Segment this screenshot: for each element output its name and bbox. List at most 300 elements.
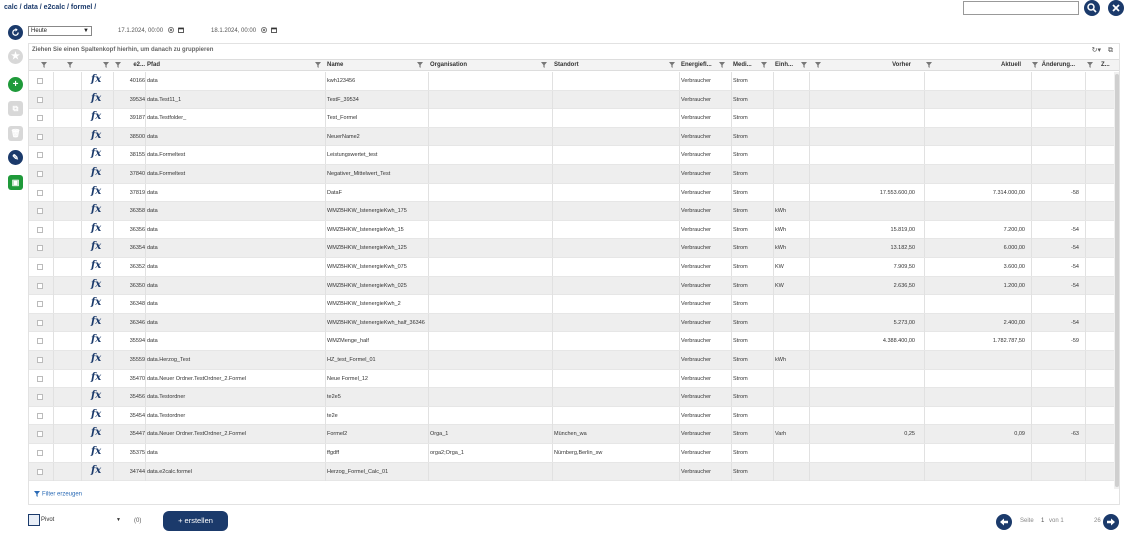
column-divider <box>53 202 54 220</box>
cell-org <box>430 146 546 164</box>
row-checkbox[interactable] <box>37 450 43 456</box>
column-divider <box>81 332 82 350</box>
edit-button[interactable] <box>8 150 23 165</box>
cell-aktuell: 0,09 <box>1014 431 1025 438</box>
cell-id: 35559 <box>129 357 145 363</box>
table-row[interactable] <box>29 202 1119 221</box>
column-divider <box>809 184 810 202</box>
column-divider <box>773 370 774 388</box>
column-divider <box>145 295 146 313</box>
cell-aktuell <box>929 295 1025 313</box>
column-divider <box>1031 72 1032 90</box>
cell-einheit: Varh <box>775 431 787 438</box>
search-input[interactable] <box>963 1 1079 15</box>
column-divider <box>924 351 925 369</box>
column-divider <box>1031 463 1032 481</box>
column-filter-icon[interactable] <box>115 62 121 68</box>
table-row[interactable] <box>29 332 1119 351</box>
cell-org <box>430 295 546 313</box>
cell-pfad: data <box>147 208 158 215</box>
page-of-label: von 1 <box>1049 518 1064 524</box>
column-header-id[interactable]: e2... <box>133 62 145 68</box>
copy-button[interactable] <box>8 101 23 116</box>
table-row[interactable] <box>29 351 1119 370</box>
column-divider <box>53 277 54 295</box>
column-divider <box>113 332 114 350</box>
column-divider <box>1031 295 1032 313</box>
table-row[interactable] <box>29 128 1119 147</box>
cell-aktuell <box>929 370 1025 388</box>
column-divider <box>809 109 810 127</box>
favorite-button[interactable] <box>8 49 23 64</box>
column-filter-icon[interactable] <box>669 62 675 68</box>
column-divider <box>1031 425 1032 443</box>
cell-medium: Strom <box>733 245 748 252</box>
row-checkbox[interactable] <box>37 376 43 382</box>
column-divider <box>145 184 146 202</box>
cell-medium: Strom <box>733 338 748 345</box>
row-checkbox[interactable] <box>37 208 43 214</box>
cell-name: WMZBHKW_IstenergieKwh_125 <box>327 245 407 252</box>
column-divider <box>809 165 810 183</box>
period-select[interactable] <box>28 26 92 36</box>
cell-pfad: data.Test11_1 <box>147 96 182 103</box>
column-divider <box>552 407 553 425</box>
close-button[interactable] <box>1108 0 1124 16</box>
cell-name: te2e <box>327 412 338 419</box>
cell-pfad: data <box>147 319 158 326</box>
cell-energie: Verbraucher <box>681 171 711 177</box>
column-header-energie[interactable]: Energiefl... <box>681 62 712 68</box>
close-icon <box>1111 3 1121 13</box>
date-from-value: 17.1.2024, 00:00 <box>118 28 164 34</box>
cell-org <box>430 221 546 239</box>
column-divider <box>924 425 925 443</box>
prev-page-button[interactable] <box>996 514 1012 530</box>
column-divider <box>81 388 82 406</box>
cell-org <box>430 388 546 406</box>
cell-standort <box>554 146 670 164</box>
column-divider <box>731 388 732 406</box>
table-row[interactable] <box>29 165 1119 184</box>
plus-icon: + <box>12 79 19 90</box>
row-checkbox[interactable] <box>37 301 43 307</box>
save-button[interactable] <box>8 175 23 190</box>
create-button[interactable]: + erstellen <box>163 511 228 531</box>
cell-id: 36354 <box>129 245 145 252</box>
column-divider <box>679 128 680 146</box>
cell-aktuell <box>929 407 1025 425</box>
cell-name: WMZMenge_half <box>327 338 369 345</box>
column-filter-icon[interactable] <box>801 62 807 68</box>
cell-aktuell <box>929 109 1025 127</box>
cell-org <box>430 72 546 90</box>
column-divider <box>809 388 810 406</box>
column-header-name[interactable]: Name <box>327 62 344 68</box>
cell-name: WMZBHKW_IstenergieKwh_15 <box>327 226 404 233</box>
cell-standort <box>554 91 670 109</box>
column-divider <box>113 407 114 425</box>
column-divider <box>1031 184 1032 202</box>
cell-energie: Verbraucher <box>681 264 711 270</box>
column-divider <box>679 184 680 202</box>
breadcrumb[interactable]: calc / data / e2calc / formel / <box>4 4 97 11</box>
column-divider <box>81 202 82 220</box>
column-divider <box>731 444 732 462</box>
cell-energie: Verbraucher <box>681 133 711 140</box>
column-filter-icon[interactable] <box>315 62 321 68</box>
column-header-standort[interactable]: Standort <box>554 62 579 68</box>
column-divider <box>809 277 810 295</box>
table-row[interactable] <box>29 91 1119 110</box>
cell-name: WMZBHKW_IstenergieKwh_175 <box>327 208 407 215</box>
cell-pfad: data.Neuer Ordner.TestOrdner_2.Formel <box>147 431 247 438</box>
cell-aenderung: -54 <box>1071 282 1079 289</box>
cell-vorher <box>819 388 915 406</box>
export-icon[interactable]: ⧉ <box>1108 47 1113 54</box>
column-divider <box>325 388 326 406</box>
chevron-down-icon: ▼ <box>116 517 121 523</box>
column-divider <box>552 332 553 350</box>
search-button[interactable] <box>1084 0 1100 16</box>
column-divider <box>53 146 54 164</box>
column-divider <box>809 463 810 481</box>
column-divider <box>325 425 326 443</box>
cell-aenderung <box>1035 407 1079 425</box>
cell-pfad: data <box>147 133 158 140</box>
row-checkbox[interactable] <box>37 264 43 270</box>
cell-org <box>430 407 546 425</box>
row-checkbox[interactable] <box>37 245 43 251</box>
column-divider <box>552 72 553 90</box>
column-header-org[interactable]: Organisation <box>430 62 468 68</box>
column-divider <box>552 128 553 146</box>
column-divider <box>145 332 146 350</box>
column-divider <box>81 239 82 257</box>
table-row[interactable] <box>29 407 1119 426</box>
cell-id: 36350 <box>129 282 145 289</box>
cell-aktuell: 2.400,00 <box>1003 319 1025 326</box>
column-divider <box>1031 314 1032 332</box>
table-row[interactable] <box>29 295 1119 314</box>
cell-standort <box>554 332 670 350</box>
table-row[interactable] <box>29 221 1119 240</box>
column-divider <box>552 370 553 388</box>
column-divider <box>731 463 732 481</box>
column-divider <box>113 146 114 164</box>
row-checkbox[interactable] <box>37 152 43 158</box>
cell-name: Neue Formel_12 <box>327 375 368 382</box>
column-divider <box>773 425 774 443</box>
cell-org: Orga_1 <box>430 431 449 438</box>
clear-icon[interactable] <box>168 27 174 33</box>
delete-button[interactable] <box>8 126 23 141</box>
cell-energie: Verbraucher <box>681 319 711 326</box>
column-header-vorher[interactable]: Vorher <box>892 62 911 68</box>
column-divider <box>145 388 146 406</box>
clear-icon[interactable] <box>261 27 267 33</box>
column-divider <box>145 109 146 127</box>
column-divider <box>773 109 774 127</box>
column-divider <box>809 425 810 443</box>
next-page-button[interactable] <box>1103 514 1119 530</box>
column-divider <box>81 444 82 462</box>
column-header-z[interactable]: Z... <box>1101 62 1110 68</box>
column-filter-icon[interactable] <box>67 62 73 68</box>
cell-aktuell: 3.600,00 <box>1003 264 1025 270</box>
column-divider <box>773 463 774 481</box>
column-divider <box>113 351 114 369</box>
table-row[interactable] <box>29 72 1119 91</box>
table-row[interactable] <box>29 184 1119 203</box>
cell-name: Leistungswertet_test <box>327 152 378 159</box>
cell-standort <box>554 109 670 127</box>
row-checkbox[interactable] <box>37 413 43 419</box>
column-divider <box>81 351 82 369</box>
cell-einheit: kWh <box>775 226 786 233</box>
date-to-field[interactable] <box>211 26 277 36</box>
cell-einheit <box>775 295 801 313</box>
column-divider <box>731 221 732 239</box>
cell-id: 36356 <box>129 226 145 233</box>
cell-pfad: data <box>147 189 158 196</box>
column-divider <box>53 444 54 462</box>
column-header-aenderung[interactable]: Änderung... <box>1041 62 1075 68</box>
add-filter-link[interactable] <box>34 491 82 498</box>
column-filter-icon[interactable] <box>719 62 725 68</box>
cell-aktuell <box>929 146 1025 164</box>
cell-medium: Strom <box>733 301 748 308</box>
table-row[interactable] <box>29 425 1119 444</box>
column-divider <box>731 109 732 127</box>
column-divider <box>145 258 146 276</box>
row-checkbox[interactable] <box>37 227 43 233</box>
calendar-icon[interactable] <box>178 27 184 33</box>
cell-id: 36348 <box>129 301 145 308</box>
refresh-menu-icon[interactable]: ↻▾ <box>1091 47 1102 54</box>
row-checkbox[interactable] <box>37 134 43 140</box>
cell-vorher <box>819 109 915 127</box>
table-row[interactable] <box>29 388 1119 407</box>
table-row[interactable] <box>29 277 1119 296</box>
cell-pfad: data.Herzog_Test <box>147 357 191 363</box>
fx-icon: fx <box>91 148 102 160</box>
column-divider <box>773 72 774 90</box>
column-divider <box>1085 184 1086 202</box>
column-divider <box>113 184 114 202</box>
cell-medium: Strom <box>733 133 748 140</box>
table-row[interactable] <box>29 239 1119 258</box>
cell-id: 39187 <box>129 115 145 122</box>
cell-pfad: data <box>147 301 158 308</box>
cell-aenderung: -58 <box>1071 189 1079 196</box>
column-divider <box>1085 258 1086 276</box>
table-row[interactable] <box>29 370 1119 389</box>
column-divider <box>325 146 326 164</box>
cell-standort <box>554 239 670 257</box>
column-header-aktuell[interactable]: Aktuell <box>1000 62 1021 68</box>
row-checkbox[interactable] <box>37 431 43 437</box>
column-divider <box>325 314 326 332</box>
column-divider <box>679 444 680 462</box>
top-bar <box>0 0 1133 18</box>
cell-pfad: data <box>147 264 158 270</box>
cell-aenderung <box>1035 91 1079 109</box>
table-row[interactable] <box>29 444 1119 463</box>
cell-pfad: data.Formeltest <box>147 152 186 159</box>
page-number: 1 <box>1041 518 1045 524</box>
column-divider <box>145 202 146 220</box>
trash-icon: 🗑 <box>10 129 21 138</box>
cell-energie: Verbraucher <box>681 375 711 382</box>
cell-id: 36346 <box>129 319 145 326</box>
column-divider <box>1085 351 1086 369</box>
column-divider <box>809 221 810 239</box>
column-divider <box>145 314 146 332</box>
cell-pfad: data.Testordner <box>147 412 186 419</box>
column-divider <box>679 332 680 350</box>
refresh-button[interactable] <box>8 25 23 40</box>
cell-aenderung <box>1035 295 1079 313</box>
column-divider <box>53 351 54 369</box>
column-divider <box>1085 277 1086 295</box>
row-checkbox[interactable] <box>37 115 43 121</box>
arrow-right-icon <box>1106 517 1116 527</box>
column-divider <box>809 202 810 220</box>
scrollbar-thumb[interactable] <box>1115 74 1119 487</box>
cell-name: Test_Formel <box>327 115 358 122</box>
column-divider <box>81 184 82 202</box>
row-checkbox[interactable] <box>37 357 43 363</box>
cell-einheit <box>775 146 801 164</box>
row-checkbox[interactable] <box>37 338 43 344</box>
cell-vorher: 13.182,50 <box>890 245 915 252</box>
column-divider <box>325 221 326 239</box>
column-divider <box>679 425 680 443</box>
fx-icon: fx <box>91 74 102 85</box>
column-divider <box>53 128 54 146</box>
table-row[interactable] <box>29 146 1119 165</box>
column-filter-icon[interactable] <box>41 62 47 68</box>
cell-medium: Strom <box>733 226 748 233</box>
table-row[interactable] <box>29 463 1119 482</box>
cell-medium: Strom <box>733 394 748 401</box>
row-checkbox[interactable] <box>37 97 43 103</box>
column-divider <box>809 258 810 276</box>
column-divider <box>552 258 553 276</box>
cell-name: Herzog_Formel_Calc_01 <box>327 468 389 475</box>
fx-icon: fx <box>91 464 102 476</box>
cell-aktuell: 1.782.787,50 <box>992 338 1025 345</box>
pivot-icon[interactable] <box>28 514 40 526</box>
cell-standort <box>554 314 670 332</box>
column-divider <box>1031 388 1032 406</box>
add-button[interactable] <box>8 77 23 92</box>
column-divider <box>113 463 114 481</box>
column-divider <box>679 388 680 406</box>
column-divider <box>924 444 925 462</box>
cell-medium: Strom <box>733 171 748 177</box>
column-divider <box>924 91 925 109</box>
cell-id: 34744 <box>129 468 145 475</box>
cell-id: 35470 <box>129 375 145 382</box>
cell-id: 40166 <box>129 78 145 84</box>
column-divider <box>552 277 553 295</box>
column-divider <box>924 109 925 127</box>
row-checkbox[interactable] <box>37 469 43 475</box>
cell-einheit <box>775 370 801 388</box>
cell-energie: Verbraucher <box>681 78 711 84</box>
table-row[interactable] <box>29 314 1119 333</box>
pivot-select[interactable] <box>41 515 121 525</box>
column-divider <box>679 314 680 332</box>
column-divider <box>731 277 732 295</box>
record-count: (0) <box>134 518 142 524</box>
column-divider <box>1085 202 1086 220</box>
column-divider <box>773 332 774 350</box>
column-divider <box>924 388 925 406</box>
column-divider <box>113 258 114 276</box>
column-divider <box>53 258 54 276</box>
column-divider <box>773 314 774 332</box>
column-divider <box>145 239 146 257</box>
cell-energie: Verbraucher <box>681 115 711 122</box>
column-divider <box>1085 165 1086 183</box>
row-checkbox[interactable] <box>37 283 43 289</box>
row-checkbox[interactable] <box>37 190 43 196</box>
cell-aktuell <box>929 351 1025 369</box>
cell-vorher <box>819 407 915 425</box>
column-divider <box>924 295 925 313</box>
cell-vorher <box>819 128 915 146</box>
row-checkbox[interactable] <box>37 78 43 84</box>
column-header-pfad[interactable]: Pfad <box>147 62 161 68</box>
cell-aenderung <box>1035 109 1079 127</box>
column-divider <box>113 91 114 109</box>
column-divider <box>53 370 54 388</box>
column-divider <box>773 91 774 109</box>
cell-aktuell <box>929 165 1025 183</box>
column-divider <box>113 370 114 388</box>
column-divider <box>325 239 326 257</box>
column-divider <box>809 146 810 164</box>
row-checkbox[interactable] <box>37 171 43 177</box>
column-divider <box>773 351 774 369</box>
column-header-medium[interactable]: Medi... <box>733 62 752 68</box>
column-filter-icon[interactable] <box>103 62 109 68</box>
cell-einheit: KW <box>775 264 784 270</box>
column-filter-icon[interactable] <box>1087 62 1093 68</box>
table-row[interactable] <box>29 109 1119 128</box>
cell-medium: Strom <box>733 412 748 419</box>
row-checkbox[interactable] <box>37 320 43 326</box>
cell-medium: Strom <box>733 319 748 326</box>
cell-aenderung <box>1035 146 1079 164</box>
cell-aenderung <box>1035 72 1079 90</box>
grid-body <box>29 72 1119 489</box>
column-header-einheit[interactable]: Einh... <box>775 62 793 68</box>
table-row[interactable] <box>29 258 1119 277</box>
calendar-icon[interactable] <box>271 27 277 33</box>
column-divider <box>679 165 680 183</box>
row-checkbox[interactable] <box>37 394 43 400</box>
column-divider <box>924 332 925 350</box>
fx-icon: fx <box>91 334 102 346</box>
column-divider <box>773 128 774 146</box>
cell-medium: Strom <box>733 450 748 456</box>
date-from-field[interactable] <box>118 26 184 36</box>
cell-org <box>430 184 546 202</box>
